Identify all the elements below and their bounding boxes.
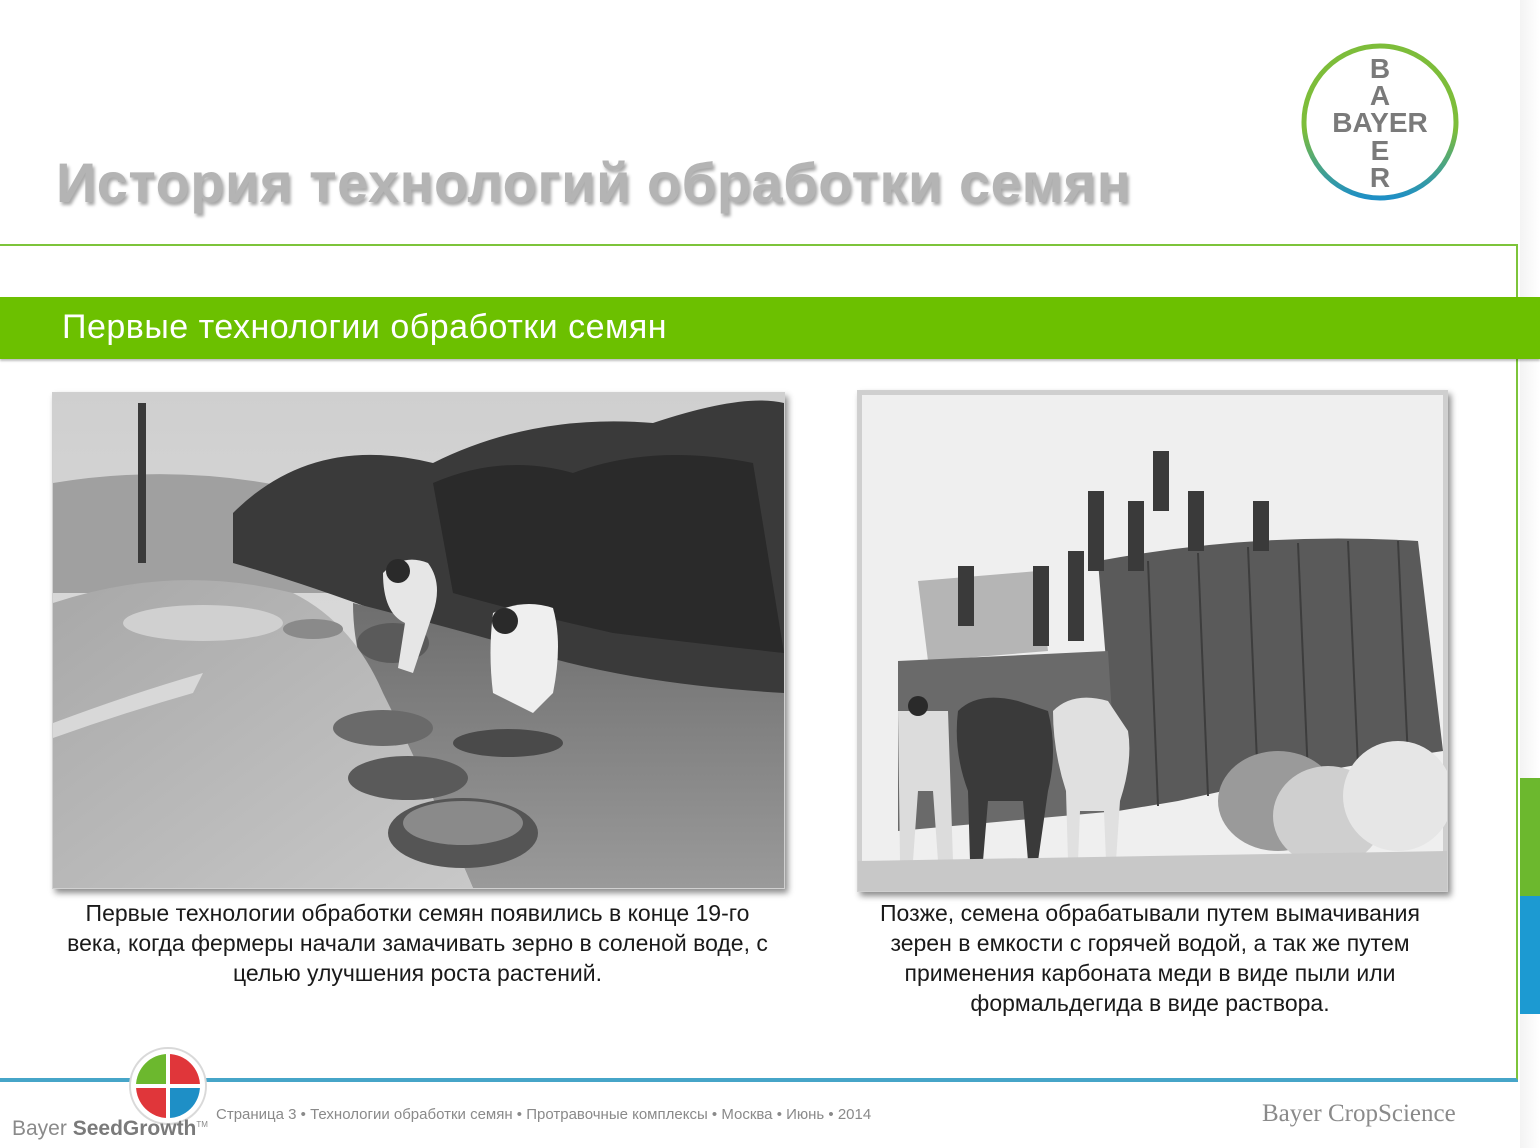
caption-right: Позже, семена обрабатывали путем вымачивания зерен в емкости с горячей водой, а так же путем применения карбоната меди в виде пыли или формальдегида в виде раствора.: [880, 900, 1420, 1016]
right-accent-blue: [1520, 896, 1540, 1014]
photo-stream-soaking: [52, 392, 785, 889]
section-bar: [0, 297, 1540, 359]
footer-info: Страница 3 • Технологии обработки семян • Протравочные комплексы • Москва • Июнь • 2014: [216, 1106, 872, 1123]
cropscience-wordmark: Bayer CropScience: [1262, 1100, 1456, 1127]
caption-left: Первые технологии обработки семян появились в конце 19-го века, когда фермеры начали замачивать зерно в соленой воде, с целью улучшения роста растений.: [67, 900, 768, 986]
right-accent-green: [1520, 778, 1540, 896]
seedgrowth-logo: [128, 1046, 208, 1126]
page-title: История технологий обработки семян: [56, 151, 1132, 214]
photo-water-tank: [857, 390, 1448, 892]
bayer-logo: [1298, 40, 1462, 204]
logo-letter-e-bottom: E: [1370, 135, 1390, 166]
logo-word-bayer: BAYER: [1332, 107, 1428, 138]
logo-letter-r-bottom: R: [1369, 162, 1391, 193]
footer-divider: [0, 1080, 1518, 1082]
logo-letter-b-top: B: [1369, 53, 1391, 84]
section-heading: Первые технологии обработки семян: [62, 308, 668, 346]
seedgrowth-wordmark: Bayer SeedGrowth™: [12, 1117, 208, 1140]
logo-letter-a-top: A: [1369, 80, 1391, 111]
